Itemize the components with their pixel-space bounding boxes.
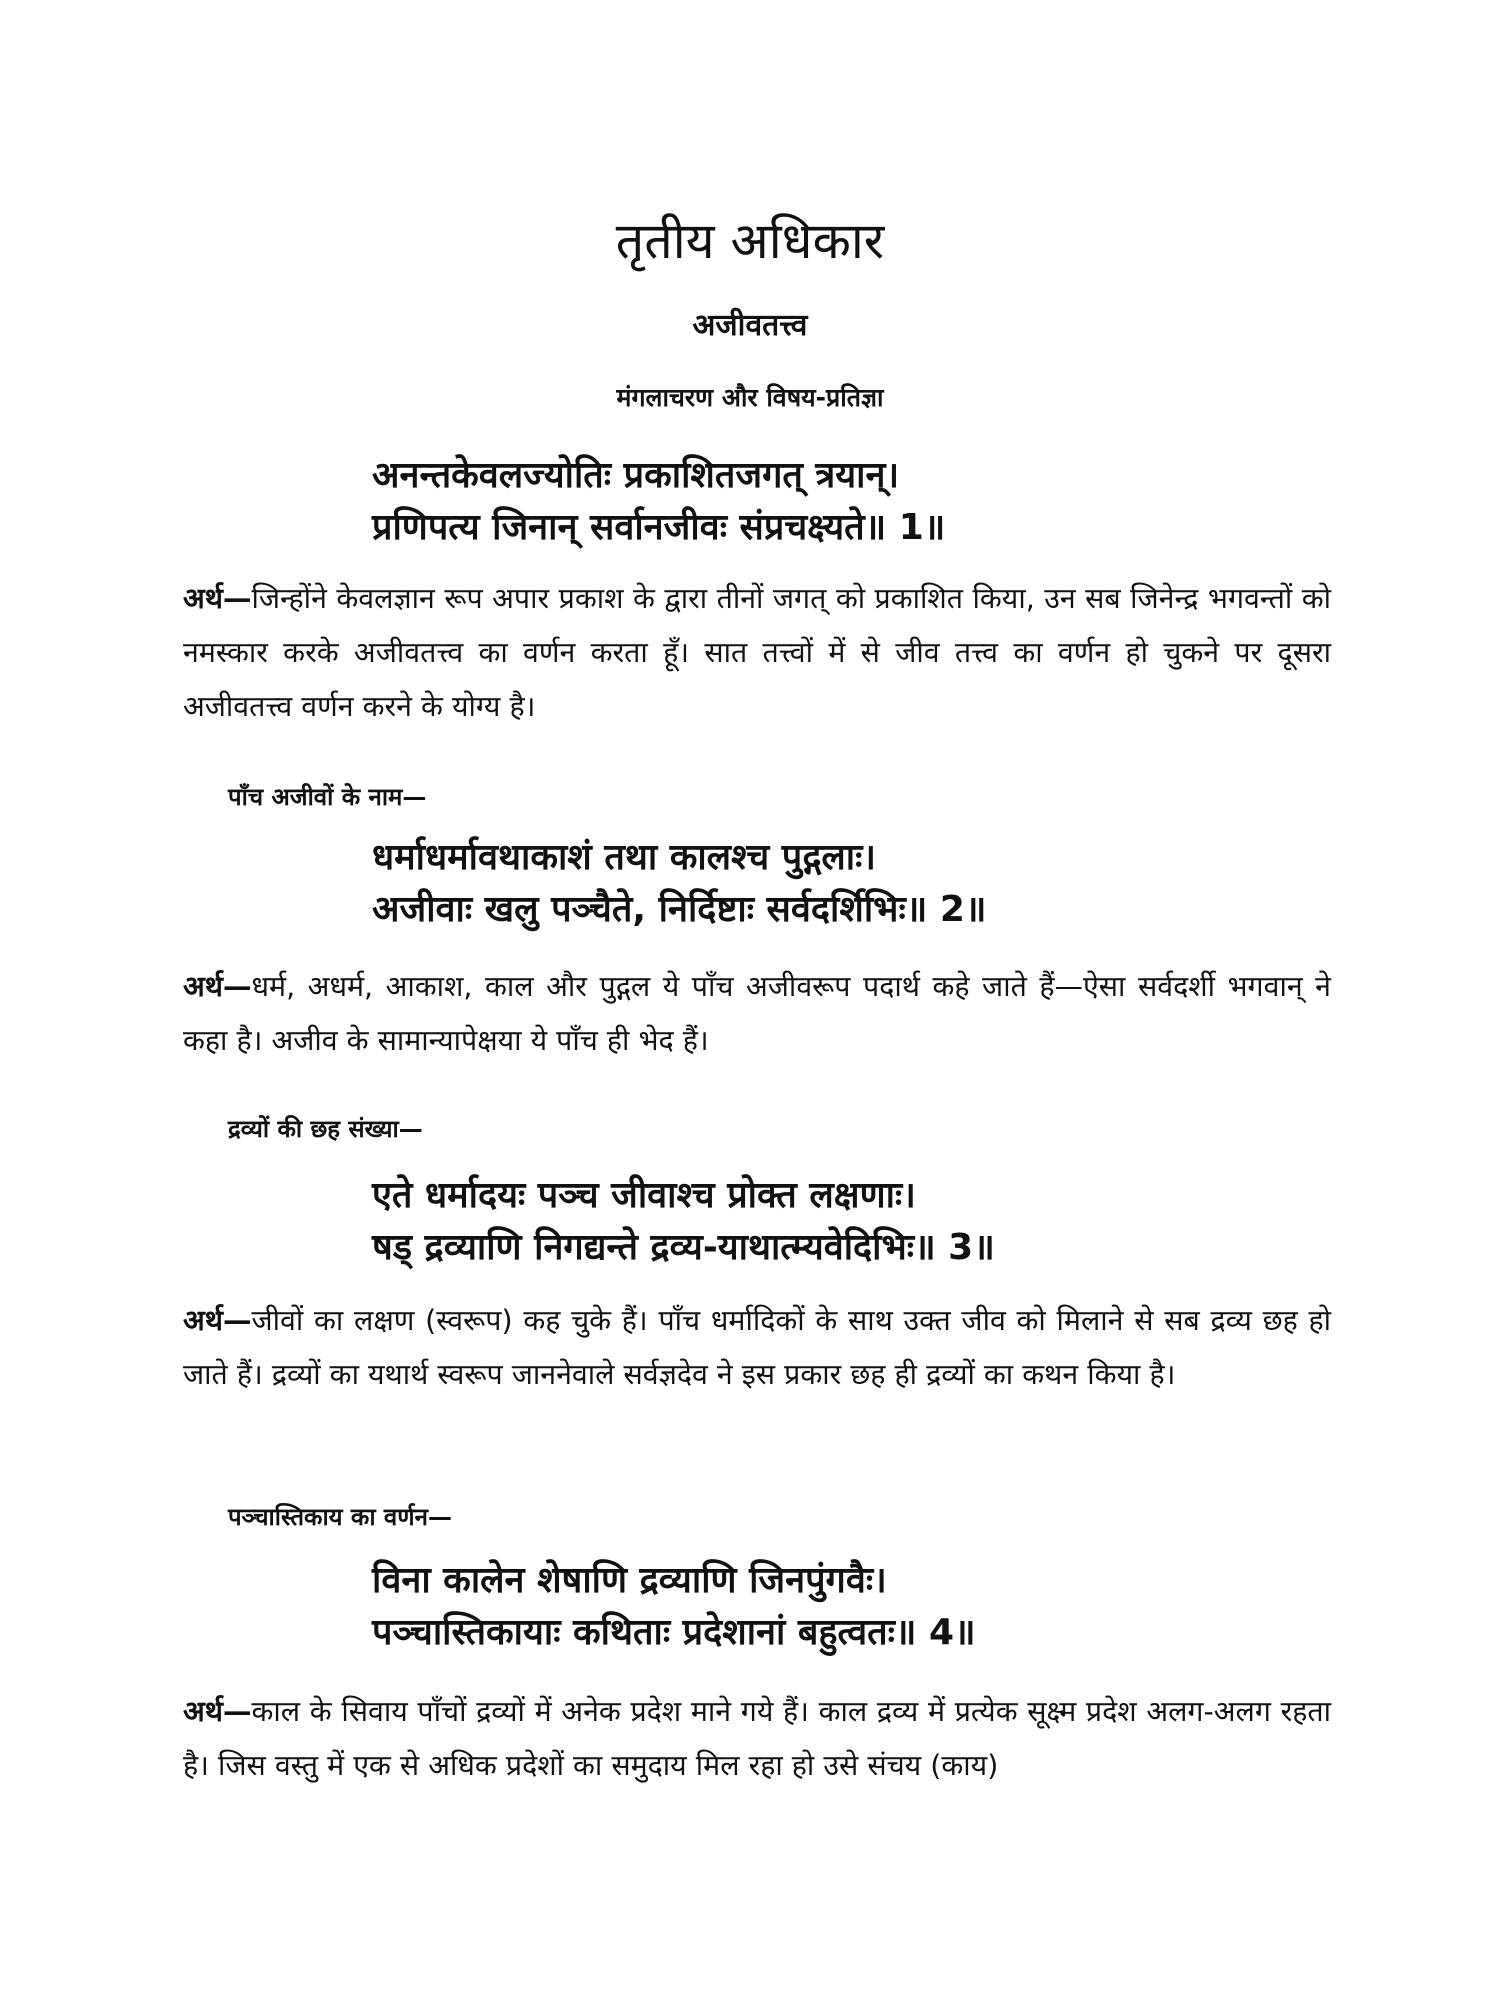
- meaning-paragraph-1: [183, 572, 1331, 734]
- verse-line: धर्माधर्मावथाकाशं तथा कालश्च पुद्गलाः।: [372, 837, 877, 878]
- verse-line: एते धर्मादयः पञ्च जीवाश्च प्रोक्त लक्षणाः।: [372, 1175, 916, 1216]
- verse-line: पञ्चास्तिकायाः कथिताः प्रदेशानां बहुत्वतः॥ 4॥: [372, 1612, 976, 1653]
- meaning-label: अर्थ—: [183, 970, 252, 1003]
- meaning-label: अर्थ—: [183, 582, 252, 615]
- section-heading-4: पञ्चास्तिकाय का वर्णन—: [228, 1503, 452, 1531]
- chapter-title: तृतीय अधिकार: [615, 212, 885, 270]
- verse-4: [372, 1555, 1432, 1659]
- meaning-paragraph-4: [183, 1685, 1331, 1793]
- verse-line: षड् द्रव्याणि निगद्यन्ते द्रव्य-याथात्म्यवेदिभिः॥ 3॥: [372, 1227, 995, 1268]
- meaning-paragraph-2: [183, 960, 1331, 1068]
- verse-1: [372, 450, 1432, 554]
- verse-line: विना कालेन शेषाणि द्रव्याणि जिनपुंगवैः।: [372, 1560, 887, 1601]
- verse-3: [372, 1170, 1432, 1274]
- verse-line: प्रणिपत्य जिनान् सर्वानजीवः संप्रचक्ष्यते॥ 1॥: [372, 507, 946, 548]
- meaning-text: जीवों का लक्षण (स्वरूप) कह चुके हैं। पाँच धर्मादिकों के साथ उक्त जीव को मिलाने से सब द्रव्य छह हो जाते हैं। द्रव्यों का यथार्थ स्वरूप जाननेवाले सर्वज्ञदेव ने इस प्रकार छह ही द्रव्यों का कथन किया है।: [183, 1304, 1331, 1391]
- verse-line: अजीवाः खलु पञ्चैते, निर्दिष्टाः सर्वदर्शिभिः॥ 2॥: [372, 889, 987, 930]
- meaning-paragraph-3: [183, 1294, 1331, 1402]
- section-heading-3: द्रव्यों की छह संख्या—: [228, 1115, 423, 1143]
- meaning-text: धर्म, अधर्म, आकाश, काल और पुद्गल ये पाँच अजीवरूप पदार्थ कहे जाते हैं—ऐसा सर्वदर्शी भगवान् ने कहा है। अजीव के सामान्यापेक्षया ये पाँच ही भेद हैं।: [183, 970, 1331, 1057]
- meaning-label: अर्थ—: [183, 1695, 252, 1728]
- meaning-label: अर्थ—: [183, 1304, 252, 1337]
- meaning-text: जिन्होंने केवलज्ञान रूप अपार प्रकाश के द्वारा तीनों जगत् को प्रकाशित किया, उन सब जिनेन्द्र भगवन्तों को नमस्कार करके अजीवतत्त्व का वर्णन करता हूँ। सात तत्त्वों में से जीव तत्त्व का वर्णन हो चुकने पर दूसरा अजीवतत्त्व वर्णन करने के योग्य है।: [183, 582, 1331, 723]
- subtitle: मंगलाचरण और विषय-प्रतिज्ञा: [616, 383, 884, 412]
- meaning-text: काल के सिवाय पाँचों द्रव्यों में अनेक प्रदेश माने गये हैं। काल द्रव्य में प्रत्येक सूक्ष्म प्रदेश अलग-अलग रहता है। जिस वस्तु में एक से अधिक प्रदेशों का समुदाय मिल रहा हो उसे संचय (काय): [183, 1695, 1331, 1782]
- section-heading-2: पाँच अजीवों के नाम—: [228, 783, 427, 811]
- section-title: अजीवतत्त्व: [692, 308, 808, 343]
- verse-2: [372, 832, 1432, 936]
- verse-line: अनन्तकेवलज्योतिः प्रकाशितजगत् त्रयान्।: [372, 455, 900, 496]
